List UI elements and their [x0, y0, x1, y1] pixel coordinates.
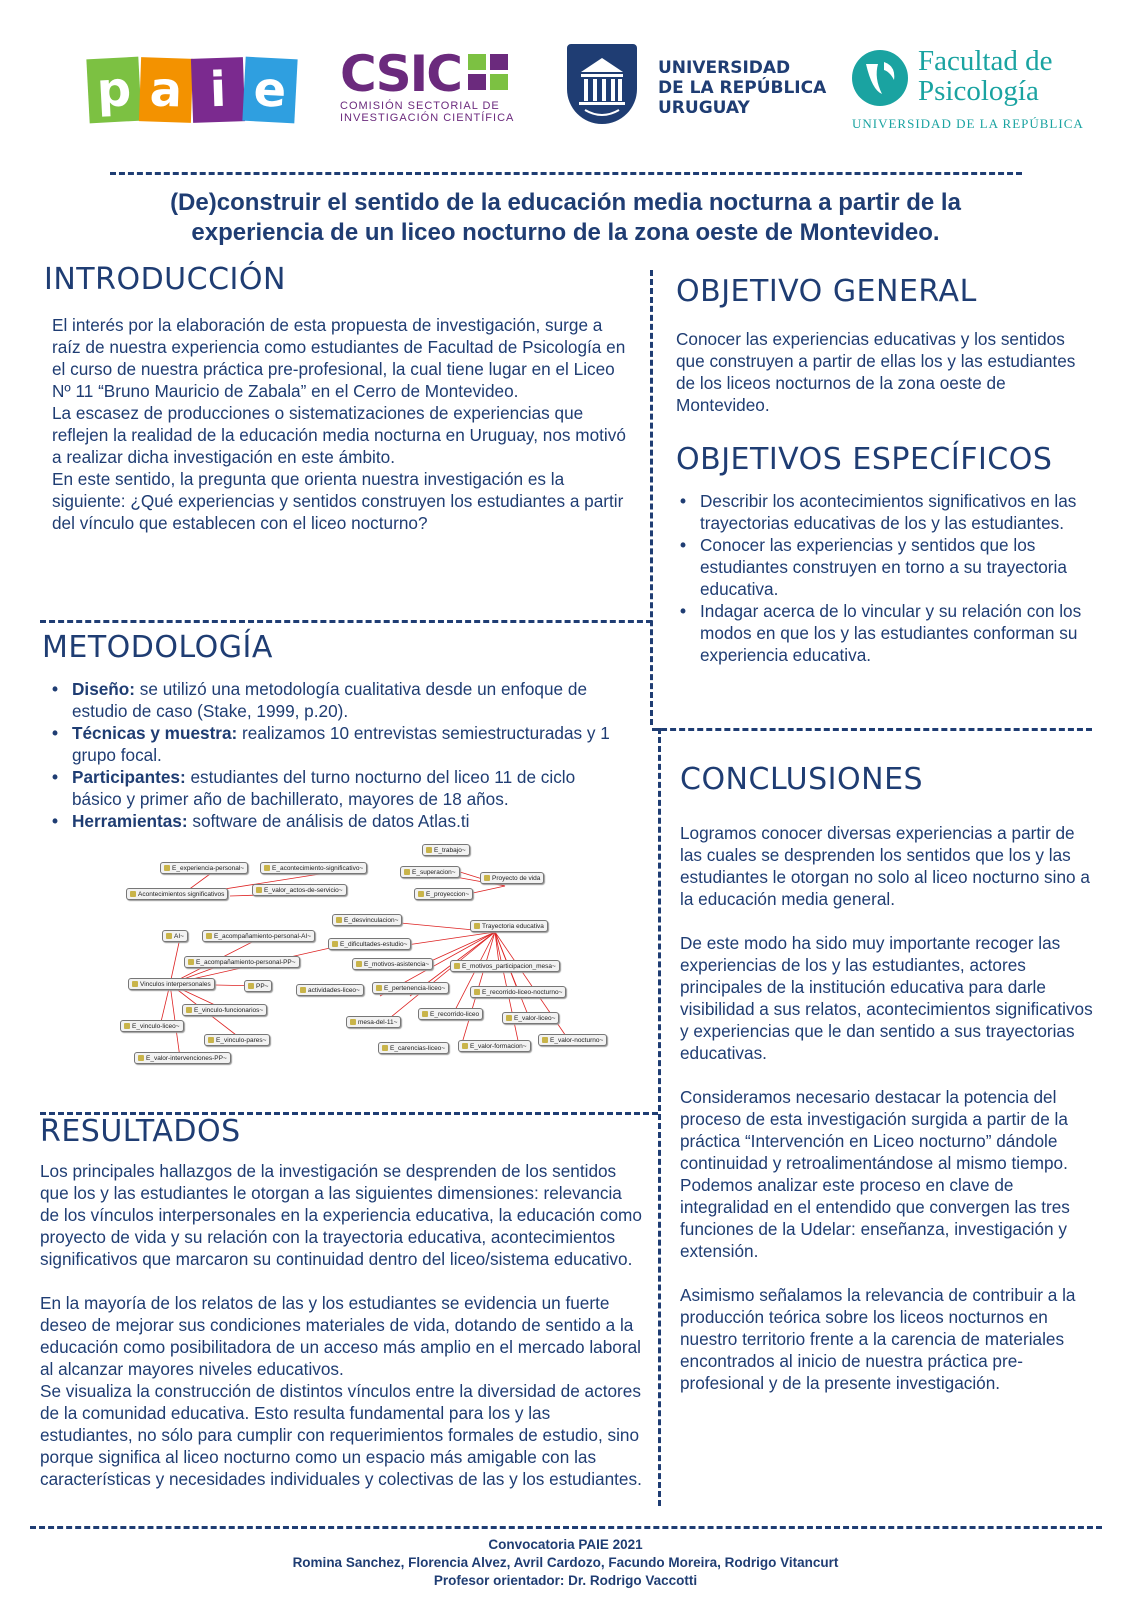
- conclusiones-heading: CONCLUSIONES: [680, 762, 924, 797]
- network-node: E_valor-intervenciones-PP~: [134, 1052, 231, 1064]
- paragraph: En este sentido, la pregunta que orienta nuestra investigación es la siguiente: ¿Qué experiencias y sentidos construyen los estudiantes a partir del vínculo que establecen con el liceo nocturno?: [52, 469, 624, 533]
- paie-letter: p: [86, 57, 141, 124]
- list-item: • Describir los acontecimientos significativos en las trayectorias educativas de los y las estudiantes.: [678, 490, 1088, 534]
- csic-subtitle: COMISIÓN SECTORIAL DE: [340, 100, 500, 112]
- list-item: • Diseño: se utilizó una metodología cualitativa desde un enfoque de estudio de caso (Stake, 1999, p.20).: [50, 678, 610, 722]
- paie-letter: a: [139, 57, 193, 123]
- poster-title: (De)construir el sentido de la educación media nocturna a partir de la experiencia de un liceo nocturno de la zona oeste de Montevideo.: [170, 189, 961, 246]
- objetivos-especificos-heading: OBJETIVOS ESPECÍFICOS: [676, 442, 1053, 477]
- network-node: E_vinculo-funcionarios~: [182, 1004, 267, 1016]
- network-node: E_trabajo~: [422, 844, 470, 856]
- list-item: • Indagar acerca de lo vincular y su relación con los modos en que los y las estudiantes conforman su experiencia educativa.: [678, 600, 1088, 666]
- network-node: Vinculos interpersonales: [128, 978, 215, 990]
- network-node: E_carencias-liceo~: [378, 1042, 449, 1054]
- divider: [658, 728, 661, 1506]
- network-node: Trayectoria educativa: [470, 920, 548, 932]
- paie-letter: i: [191, 57, 245, 123]
- udelar-name: UNIVERSIDAD DE LA REPÚBLICA URUGUAY: [658, 58, 827, 118]
- csic-squares-icon: [468, 54, 512, 94]
- network-node: E_acontecimiento-significativo~: [260, 862, 367, 874]
- logo-bar: [0, 40, 1131, 140]
- paragraph: El interés por la elaboración de esta propuesta de investigación, surge a raíz de nuestra experiencia como estudiantes de Facultad de Psicología en el curso de nuestra práctica pre-profesional, la cual tiene lugar en el Liceo Nº 11 “Bruno Mauricio de Zabala” en el Cerro de Montevideo.: [52, 315, 626, 401]
- divider: [650, 270, 653, 725]
- metodologia-list: [50, 678, 610, 832]
- list-item: • Herramientas: software de análisis de datos Atlas.ti: [50, 810, 610, 832]
- network-node: E_dificultades-estudio~: [328, 938, 411, 950]
- paie-letter: e: [242, 57, 297, 124]
- network-node: E_motivos-asistencia~: [352, 958, 433, 970]
- divider: [40, 620, 652, 623]
- network-node: mesa-del-11~: [346, 1016, 401, 1028]
- network-node: E_acompañamiento-personal-PP~: [184, 956, 300, 968]
- network-node: E_proyeccion~: [414, 888, 473, 900]
- network-node: E_experiencia-personal~: [160, 862, 248, 874]
- resultados-heading: RESULTADOS: [40, 1114, 241, 1149]
- divider: [30, 1526, 1102, 1529]
- csic-subtitle: INVESTIGACIÓN CIENTÍFICA: [340, 112, 515, 124]
- objetivos-especificos-list: [678, 490, 1088, 666]
- psicologia-mark-icon: [852, 50, 908, 106]
- footer-advisor: Profesor orientador: Dr. Rodrigo Vaccotti: [433, 1573, 698, 1588]
- paragraph: Los principales hallazgos de la investigación se desprenden de los sentidos que los y las estudiantes le otorgan a las siguientes dimensiones: relevancia de los vínculos interpersonales en la experiencia educativa, la educación como proyecto de vida y su relación con la trayectoria educativa, acontecimientos significativos que marcaron su continuidad dentro del liceo/sistema educativo.: [40, 1161, 642, 1269]
- metodologia-heading: METODOLOGÍA: [42, 630, 273, 665]
- network-node: E_motivos_participacion_mesa~: [450, 960, 560, 972]
- network-node: E_recorrido-liceo-nocturno~: [470, 986, 566, 998]
- network-node: Proyecto de vida: [480, 872, 544, 884]
- objetivo-general-body: Conocer las experiencias educativas y los sentidos que construyen a partir de ellas los y las estudiantes de los liceos nocturnos de la zona oeste de Montevideo.: [676, 329, 1076, 415]
- network-node: E_pertenencia-liceo~: [372, 982, 449, 994]
- poster-footer: [0, 1536, 1131, 1590]
- paragraph: La escasez de producciones o sistematizaciones de experiencias que reflejen la realidad de la educación media nocturna en Uruguay, nos motivó a realizar dicha investigación en este ámbito.: [52, 403, 626, 467]
- csic-name: CSIC: [340, 45, 461, 103]
- network-node: E_valor-formacion~: [458, 1040, 531, 1052]
- paragraph: De este modo ha sido muy importante recoger las experiencias de los y las estudiantes, actores principales de la institución educativa para darle visibilidad a sus relatos, acontecimientos significativos y experiencias que le dan sentido a sus trayectorias educativas.: [680, 933, 1093, 1063]
- network-node: E_desvinculacion~: [332, 914, 402, 926]
- atlas-network-diagram: [120, 847, 620, 1085]
- udelar-shield-icon: [567, 44, 637, 124]
- conclusiones-body: [680, 822, 1100, 1394]
- paragraph: En la mayoría de los relatos de las y los estudiantes se evidencia un fuerte deseo de mejorar sus condiciones materiales de vida, dotando de sentido a la educación como posibilitadora de un acceso más amplio en el mercado laboral al alcanzar mayores niveles educativos.: [40, 1293, 641, 1379]
- paragraph: Logramos conocer diversas experiencias a partir de las cuales se desprenden los sentidos que los y las estudiantes le otorgan no solo al liceo nocturno sino a la educación media general.: [680, 823, 1090, 909]
- network-node: actividades-liceo~: [296, 984, 364, 996]
- footer-call: Convocatoria PAIE 2021: [488, 1537, 643, 1552]
- network-node: Acontecimientos significativos: [126, 888, 228, 900]
- psicologia-subtitle: UNIVERSIDAD DE LA REPÚBLICA: [852, 116, 1084, 131]
- paragraph: Asimismo señalamos la relevancia de contribuir a la producción teórica sobre los liceos nocturnos en nuestro territorio frente a la carencia de materiales encontrados al inicio de nuestra práctica pre-profesional y de la presente investigación.: [680, 1285, 1076, 1393]
- network-node: E_recorrido-liceo: [418, 1008, 483, 1020]
- network-node: E_superacion~: [400, 866, 460, 878]
- divider: [652, 728, 1092, 731]
- paragraph: Consideramos necesario destacar la potencia del proceso de esta investigación surgida a partir de la práctica “Intervención en Liceo nocturno” dándole continuidad y retroalimentándose al mismo tiempo. Podemos analizar este proceso en clave de integralidad en el entendido que convergen las tres funciones de la Udelar: enseñanza, investigación y extensión.: [680, 1087, 1070, 1261]
- objetivo-general-heading: OBJETIVO GENERAL: [676, 274, 977, 309]
- list-item: • Conocer las experiencias y sentidos que los estudiantes construyen en torno a su trayectoria educativa.: [678, 534, 1088, 600]
- introduccion-body: [52, 314, 632, 534]
- psicologia-name: Facultad de Psicología: [918, 45, 1053, 107]
- network-node: E_valor-nocturno~: [538, 1034, 607, 1046]
- resultados-body: [40, 1160, 644, 1490]
- network-node: PP~: [244, 980, 272, 992]
- network-node: E_vinculo-liceo~: [120, 1020, 184, 1032]
- network-node: AI~: [162, 930, 188, 942]
- network-node: E_valor_actos-de-servicio~: [252, 884, 347, 896]
- network-node: E_acompañamiento-personal-AI~: [202, 930, 315, 942]
- network-node: E_valor-liceo~: [502, 1012, 559, 1024]
- network-node: E_vinculo-pares~: [204, 1034, 270, 1046]
- introduccion-heading: INTRODUCCIÓN: [44, 262, 286, 297]
- footer-authors: Romina Sanchez, Florencia Alvez, Avril Cardozo, Facundo Moreira, Rodrigo Vitancurt: [292, 1555, 839, 1570]
- list-item: • Participantes: estudiantes del turno nocturno del liceo 11 de ciclo básico y primer año de bachillerato, mayores de 18 años.: [50, 766, 610, 810]
- divider: [110, 172, 1022, 175]
- csic-logo: [340, 45, 520, 124]
- paragraph: Se visualiza la construcción de distintos vínculos entre la diversidad de actores de la comunidad educativa. Esto resulta fundamental para los y las estudiantes, no sólo para cumplir con requerimientos formales de estudio, sino porque significa al liceo nocturno como un espacio más amigable con las características y necesidades individuales y colectivas de las y los estudiantes.: [40, 1381, 642, 1489]
- list-item: • Técnicas y muestra: realizamos 10 entrevistas semiestructuradas y 1 grupo focal.: [50, 722, 610, 766]
- paie-logo: [88, 58, 296, 122]
